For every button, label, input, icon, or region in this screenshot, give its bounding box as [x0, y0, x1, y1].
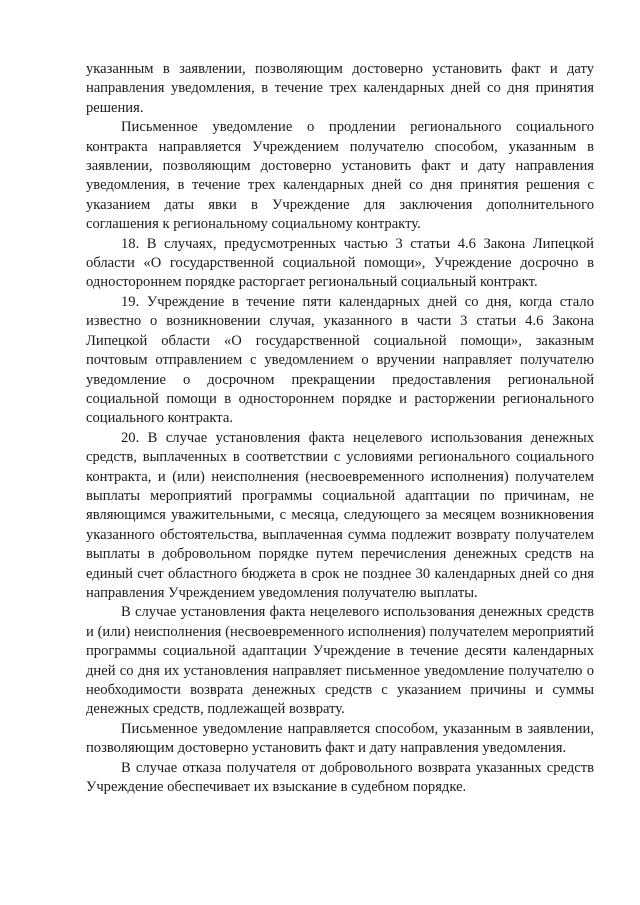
paragraph-court-recovery: В случае отказа получателя от добровольного возврата указанных средств Учреждение обеспечивает их взыскание в судебном порядке.	[86, 759, 594, 796]
paragraph-continuation: указанным в заявлении, позволяющим достоверно установить факт и дату направления уведомления, в течение трех календарных дней со дня принятия решения.	[86, 61, 594, 116]
paragraph-clause-18: 18. В случаях, предусмотренных частью 3 статьи 4.6 Закона Липецкой области «О государственной социальной помощи», Учреждение досрочно в одностороннем порядке расторгает региональный социальный контракт.	[86, 235, 594, 291]
paragraph-clause-19: 19. Учреждение в течение пяти календарных дней со дня, когда стало известно о возникновении случая, указанного в части 3 статьи 4.6 Закона Липецкой области «О государственной социальной помощи», заказным почтовым отправлением с уведомлением о вручении направляет получателю уведомление о досрочном прекращении предоставления региональной социальной помощи в одностороннем порядке и расторжении регионального социального контракта.	[86, 293, 594, 427]
document-body	[86, 60, 594, 797]
paragraph-clause-20: 20. В случае установления факта нецелевого использования денежных средств, выплаченных в соответствии с условиями регионального социального контракта, и (или) неисполнения (несвоевременного исполнения) получателем выплаты мероприятий программы социальной адаптации по причинам, не являющимся уважительными, с месяца, следующего за месяцем возникновения указанного обстоятельства, выплаченная сумма подлежит возврату получателем выплаты в добровольном порядке путем перечисления денежных средств на единый счет областного бюджета в срок не позднее 30 календарных дней со дня направления Учреждением уведомления получателю выплаты.	[86, 429, 594, 601]
paragraph-misuse-notice: В случае установления факта нецелевого использования денежных средств и (или) неисполнения (несвоевременного исполнения) получателем мероприятий программы социальной адаптации Учреждение в течение десяти календарных дней со дня их установления направляет письменное уведомление получателю о необходимости возврата денежных средств с указанием причины и суммы денежных средств, подлежащей возврату.	[86, 604, 594, 718]
paragraph-extension-notice: Письменное уведомление о продлении регионального социального контракта направляется Учреждением получателю способом, указанным в заявлении, позволяющим достоверно установить факт и дату направления уведомления, в течение трех календарных дней со дня принятия решения с указанием даты явки в Учреждение для заключения дополнительного соглашения к региональному социальному контракту.	[86, 119, 594, 233]
paragraph-written-notice: Письменное уведомление направляется способом, указанным в заявлении, позволяющим достоверно установить факт и дату направления уведомления.	[86, 720, 594, 757]
